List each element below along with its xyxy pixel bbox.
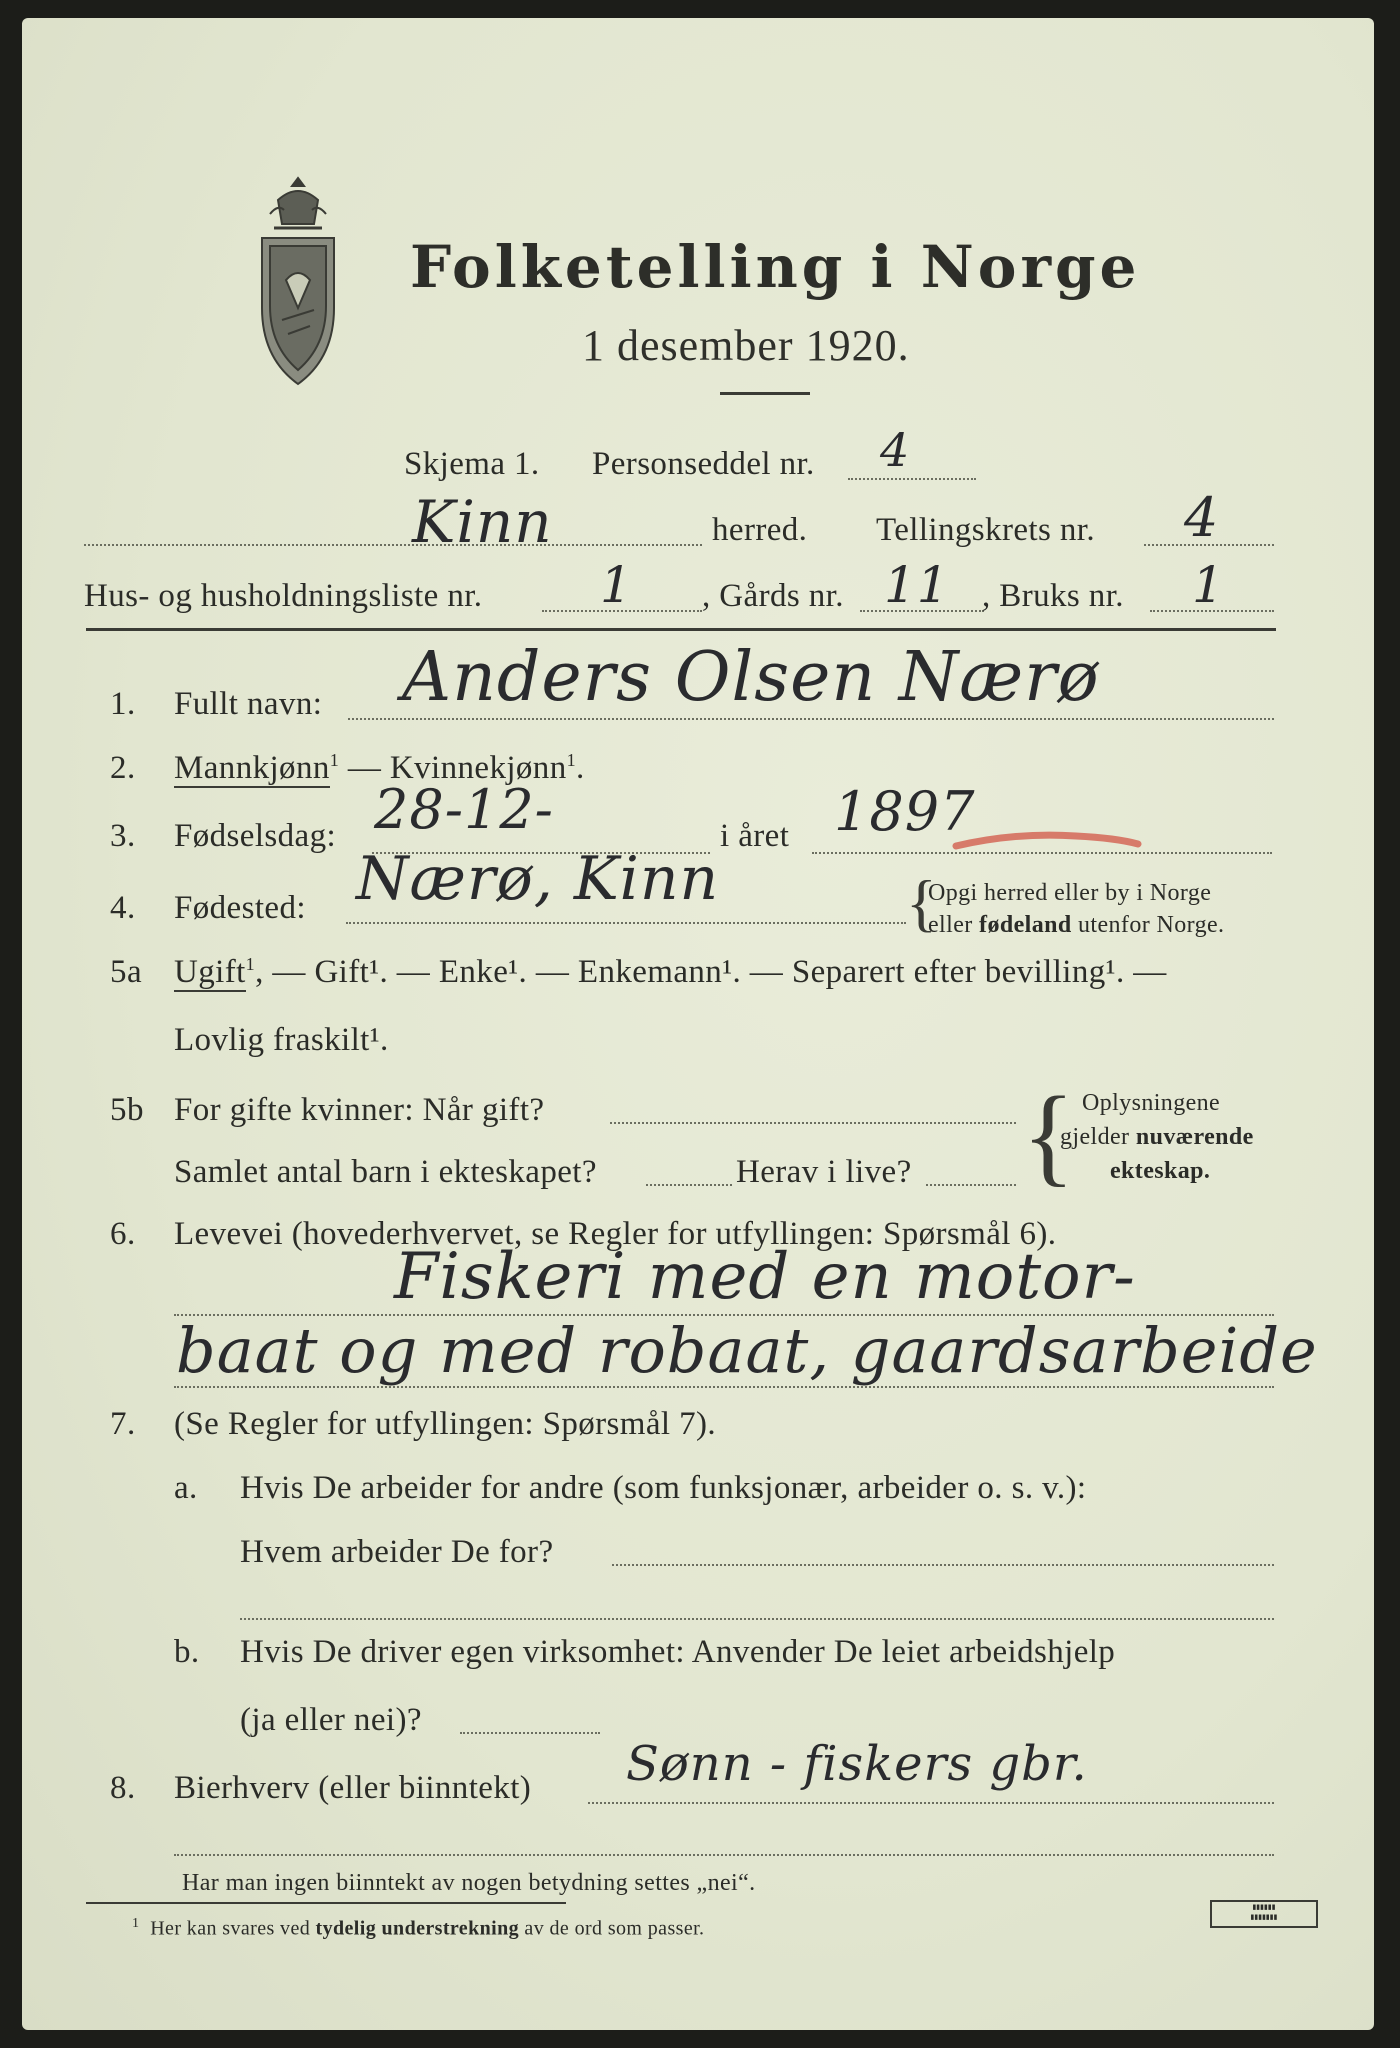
question-1-label: Fullt navn: [174,686,323,722]
personseddel-field-line [848,478,976,480]
side-income-note: Har man ingen biinntekt av nogen betydning settes „nei“. [182,1870,756,1896]
husholdningsliste-value: 1 [600,556,633,614]
question-4-number: 4. [110,890,136,926]
employer-field-line-2 [240,1618,1274,1620]
husholdningsliste-label: Hus- og husholdningsliste nr. [84,578,483,614]
footnote-ref: 1 [566,750,577,770]
married-when-field-line [610,1122,1016,1124]
birthplace-value: Nærø, Kinn [356,844,720,914]
side-income-field-line-2 [174,1854,1274,1856]
printer-stamp: ▮▮▮▮▮▮ ▮▮▮▮▮▮▮ [1210,1900,1318,1928]
employer-field-line-1 [612,1564,1274,1566]
married-when-label: For gifte kvinner: Når gift? [174,1092,545,1128]
norwegian-coat-of-arms-emblem [248,170,348,390]
side-income-value: Sønn - fiskers gbr. [626,1736,1088,1792]
question-1-number: 1. [110,686,136,722]
question-4-label: Fødested: [174,890,306,926]
children-alive-field-line [926,1184,1016,1186]
birthplace-field-line [346,922,906,924]
birthdate-value: 28-12- [374,778,554,841]
full-name-value: Anders Olsen Nærø [402,638,1100,717]
bruks-label: , Bruks nr. [982,578,1124,614]
question-7a-letter: a. [174,1470,198,1506]
occupation-value-line1: Fiskeri med en motor- [394,1240,1136,1314]
birth-year-label: i året [720,818,790,854]
question-2-number: 2. [110,750,136,786]
children-count-field-line [646,1184,732,1186]
title-divider [720,392,810,395]
question-7b-line1: Hvis De driver egen virksomhet: Anvender De leiet arbeidshjelp [240,1634,1116,1670]
divorced-option: Lovlig fraskilt¹. [174,1022,389,1058]
marriage-note-line2: gjelder nuværende [1060,1124,1254,1150]
question-5b-number: 5b [110,1092,144,1128]
footnote-ref: 1 [329,750,340,770]
personseddel-label: Personseddel nr. [592,446,815,482]
marriage-note-line3: ekteskap. [1110,1158,1211,1184]
skjema-label: Skjema 1. [404,446,540,482]
brace: { [1022,1074,1075,1196]
male-option-underlined: Mannkjønn [174,750,330,786]
bruks-value: 1 [1192,556,1225,614]
red-pencil-mark [952,826,1142,862]
question-7a-line1: Hvis De arbeider for andre (som funksjonær, arbeider o. s. v.): [240,1470,1087,1506]
question-7b-line2: (ja eller nei)? [240,1702,422,1738]
census-form-page [22,18,1374,2030]
brace: { [906,867,937,938]
birthplace-note-line1: Opgi herred eller by i Norge [928,880,1212,906]
form-title: Folketelling i Norge [410,233,1141,301]
female-option: Kvinnekjønn [389,750,567,786]
question-6-label: Levevei (hovederhvervet, se Regler for utfyllingen: Spørsmål 6). [174,1216,1057,1252]
personseddel-value: 4 [880,423,911,477]
question-7-label: (Se Regler for utfyllingen: Spørsmål 7). [174,1406,717,1442]
marital-status-rest: — Gift¹. — Enke¹. — Enkemann¹. — Separert efter bevilling¹. — [272,954,1167,990]
herred-field-line [84,544,702,546]
tellingskrets-label: Tellingskrets nr. [876,512,1095,548]
footnote-divider [86,1902,566,1904]
hired-help-field-line [460,1732,600,1734]
question-8-label: Bierhverv (eller biinntekt) [174,1770,532,1806]
birthplace-note-line2: eller fødeland utenfor Norge. [928,912,1225,938]
side-income-field-line-1 [588,1802,1274,1804]
question-3-number: 3. [110,818,136,854]
header-divider-rule [86,628,1276,631]
footnote: $^1$ Her kan svares ved tydelig understrekning av de ord som passer. [132,1916,705,1940]
herred-label: herred. [712,512,808,548]
gards-label: , Gårds nr. [702,578,844,614]
question-3-label: Fødselsdag: [174,818,337,854]
gards-value: 11 [884,556,950,614]
census-date: 1 desember 1920. [582,321,910,370]
marriage-note-line1: Oplysningene [1082,1090,1221,1116]
marital-status-options: Ugift$^1$, — Gift¹. — Enke¹. — Enkemann¹. — Separert efter bevilling¹. — [174,954,1167,990]
birth-year-value: 1897 [834,780,976,843]
question-7-number: 7. [110,1406,136,1442]
full-name-field-line [348,718,1274,720]
tellingskrets-value: 4 [1184,486,1220,549]
question-7a-line2: Hvem arbeider De for? [240,1534,554,1570]
unmarried-option-underlined: Ugift [174,954,246,990]
children-alive-label: Herav i live? [736,1154,912,1190]
children-count-label: Samlet antal barn i ekteskapet? [174,1154,597,1190]
question-5a-number: 5a [110,954,143,990]
herred-value: Kinn [412,488,553,556]
question-8-number: 8. [110,1770,136,1806]
period: . [576,750,585,786]
separator: — [347,750,382,786]
question-7b-letter: b. [174,1634,200,1670]
question-6-number: 6. [110,1216,136,1252]
occupation-value-line2: baat og med robaat, gaardsarbeide [176,1314,1318,1387]
